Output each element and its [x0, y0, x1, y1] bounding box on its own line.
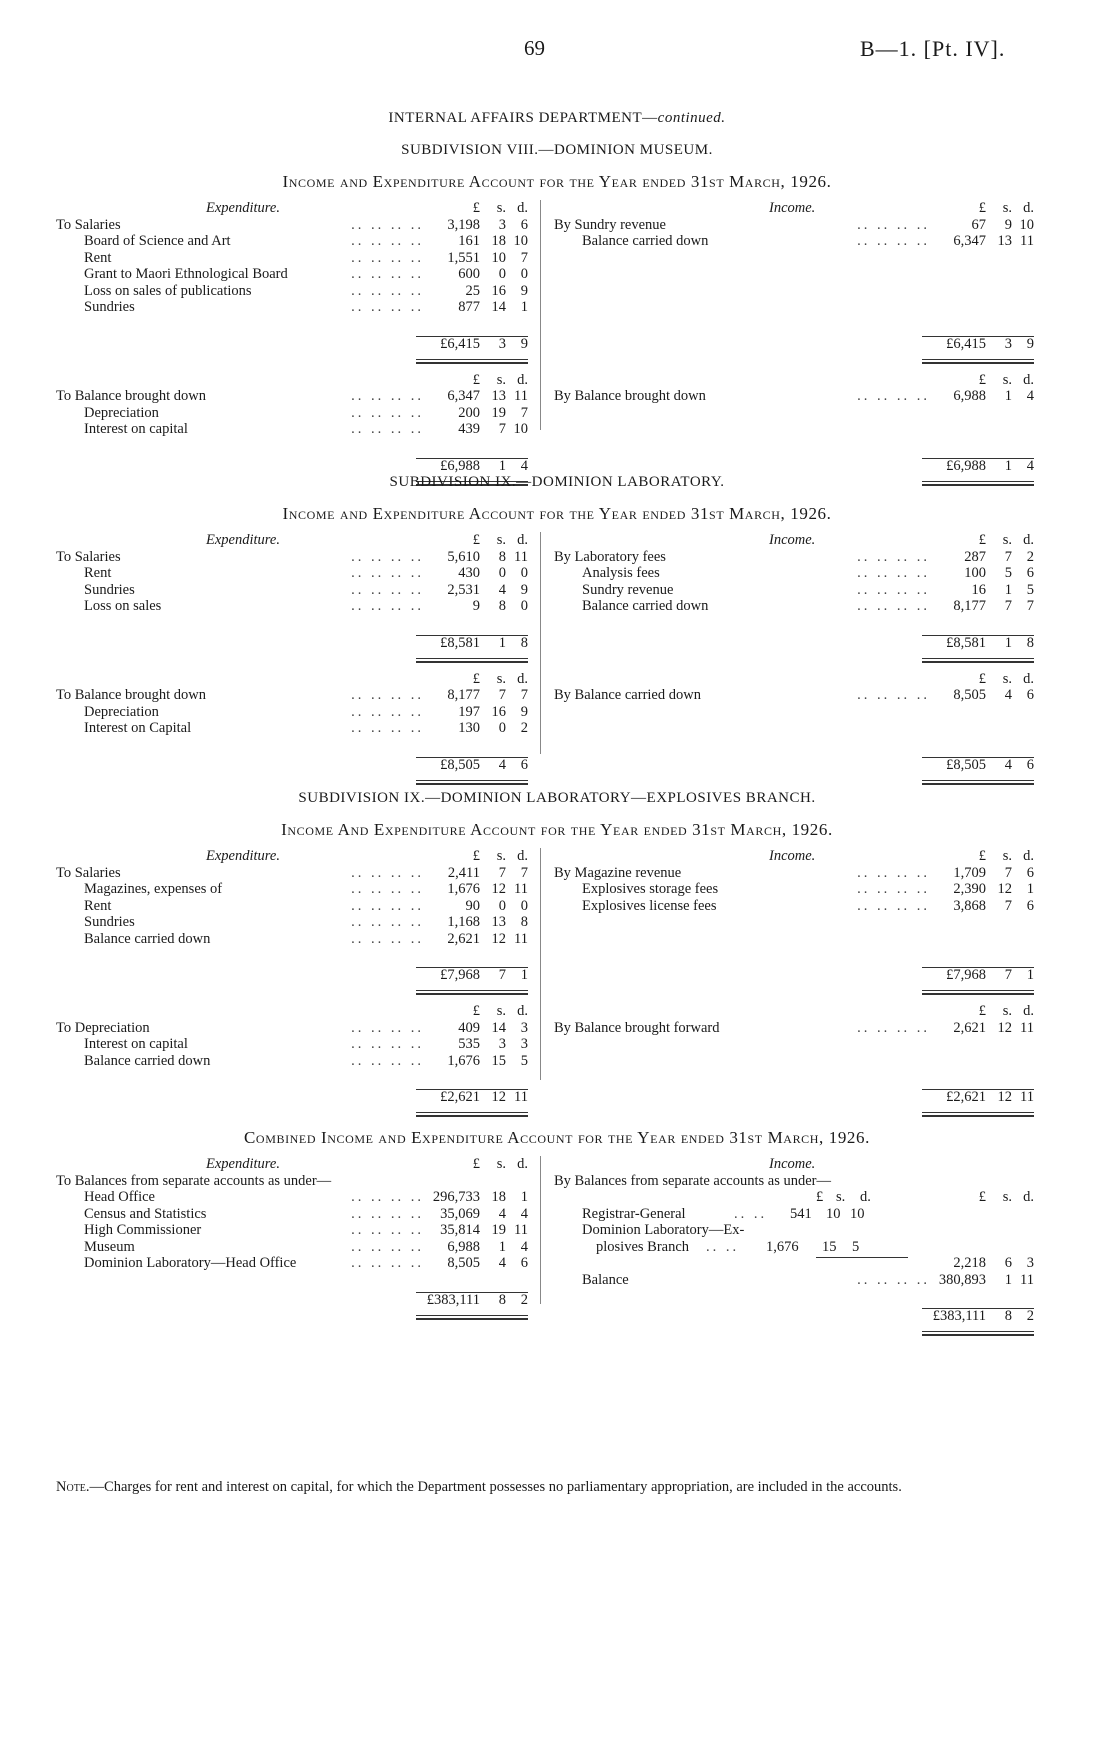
combined-inc-laboratory: Dominion Laboratory—Ex- [582, 1222, 745, 1238]
expenditure-total: £7,968 7 1 [56, 967, 528, 989]
pound-header: £ [472, 1156, 480, 1172]
expenditure-row: To Balance brought down .. .. .. .. 6,347 13 11 [56, 388, 528, 404]
income-total: £2,621 12 11 [554, 1089, 1034, 1111]
subdivision-viii-account-title: Income and Expenditure Account for the Year ended 31st March, 1926. [282, 172, 832, 191]
page-number: 69 [524, 36, 545, 60]
income-header: Income. [769, 848, 816, 864]
expenditure-column: Expenditure. £ s. d. To Salaries .. .. .. .. 5,610 8 11 Rent .. .. .. .. 430 0 0 Sundries .. .. .. .. 2,531 4 9 Loss on sales .. .. .. .. 9 8 0 £8,581 1 8 £ s. d. To Balance brought down .. .. .. .. 8,177 7 7 Depreciation .. .. .. .. 197 16 9 Interest on Capital .. .. .. .. 130 0 2 £8,505 4 6 [56, 532, 528, 779]
combined-expenditure-column [56, 1156, 528, 1314]
footnote: Note.—Charges for rent and interest on capital, for which the Department possesses no parliamentary appropriation, are included in the accounts. [56, 1479, 902, 1495]
expenditure-total: £8,505 4 6 [56, 757, 528, 779]
combined-exp-intro: To Balances from separate accounts as under— [56, 1172, 332, 1189]
column-divider [540, 1156, 541, 1304]
combined-expenditure-row: Head Office .. .. .. .. 296,733 18 1 [84, 1189, 528, 1205]
combined-account-title: Combined Income and Expenditure Account for the Year ended 31st March, 1926. [243, 1128, 870, 1147]
expenditure-row: To Depreciation .. .. .. .. 409 14 3 [56, 1019, 528, 1036]
pence-header: d. [517, 1156, 528, 1172]
account-explosives [0, 848, 1114, 1105]
income-row: By Magazine revenue .. .. .. .. 1,709 7 6 [554, 864, 1034, 881]
column-divider [540, 848, 541, 1080]
column-divider [540, 532, 541, 754]
account-combined [0, 1156, 1114, 1324]
expenditure-row: Loss on sales of publications .. .. .. .. 25 16 9 [84, 282, 528, 299]
expenditure-header: Expenditure. [206, 532, 280, 548]
account-ix [0, 532, 1114, 773]
income-row: Sundry revenue .. .. .. .. 16 1 5 [582, 581, 1034, 598]
expenditure-row: Balance carried down .. .. .. .. 2,621 12 11 [84, 930, 528, 947]
expenditure-row: To Salaries .. .. .. .. 3,198 3 6 [56, 216, 528, 233]
expenditure-row: Rent .. .. .. .. 90 0 0 [84, 897, 528, 914]
expenditure-total: £6,415 3 9 [56, 336, 528, 358]
expenditure-row: Grant to Maori Ethnological Board .. .. .. .. 600 0 0 [84, 266, 528, 282]
income-total: £7,968 7 1 [554, 967, 1034, 989]
subdivision-viii-title: SUBDIVISION VIII.—DOMINION MUSEUM. [401, 142, 713, 158]
combined-expenditure-row: Museum .. .. .. .. 6,988 1 4 [84, 1238, 528, 1255]
expenditure-row: To Salaries .. .. .. .. 5,610 8 11 [56, 548, 528, 565]
income-row: By Balance carried down .. .. .. .. 8,505 4 6 [554, 687, 1034, 703]
combined-inc-intro: By Balances from separate accounts as under— [554, 1172, 832, 1189]
expenditure-header: Expenditure. [206, 1156, 280, 1172]
income-total: £6,415 3 9 [554, 336, 1034, 358]
income-row: Analysis fees .. .. .. .. 100 5 6 [582, 565, 1034, 581]
expenditure-row: To Salaries .. .. .. .. 2,411 7 7 [56, 864, 528, 881]
income-total: £8,581 1 8 [554, 635, 1034, 657]
income-row: Explosives license fees .. .. .. .. 3,868 7 6 [582, 897, 1034, 914]
combined-inc-registrar: Registrar-General .. .. 541 10 10 [582, 1205, 865, 1222]
combined-expenditure-row: Dominion Laboratory—Head Office .. .. .. .. 8,505 4 6 [84, 1255, 528, 1271]
account-viii [0, 200, 1114, 474]
expenditure-row: Interest on capital .. .. .. .. 535 3 3 [84, 1036, 528, 1052]
expenditure-header: Expenditure. [206, 200, 280, 216]
income-row: By Balance brought forward .. .. .. .. 2,621 12 11 [554, 1019, 1034, 1036]
expenditure-row: Loss on sales .. .. .. .. 9 8 0 [84, 598, 528, 614]
subdivision-ix-title: SUBDIVISION IX.—DOMINION LABORATORY. [389, 474, 725, 490]
expenditure-row: To Balance brought down .. .. .. .. 8,177 7 7 [56, 687, 528, 703]
combined-inc-total: £383,111 8 2 [554, 1308, 1034, 1330]
combined-expenditure-row: High Commissioner .. .. .. .. 35,814 19 11 [84, 1222, 528, 1238]
explosives-account-title: Income And Expenditure Account for the Year ended 31st March, 1926. [281, 820, 833, 839]
income-row: Balance carried down .. .. .. .. 6,347 13 11 [582, 233, 1034, 249]
combined-sub-currency-header: £ s. d. £ d. s. [816, 1189, 1034, 1205]
income-column: Income. £ s. d. By Laboratory fees .. .. .. .. 287 7 2 Analysis fees .. .. .. .. 100 5 6 Sundry revenue .. .. .. .. 16 1 5 Balance carried down .. .. .. .. 8,177 7 7 £8,581 1 8 £ s. d. By Balance carried down .. .. .. .. 8,505 4 6 £8,505 4 6 [554, 532, 1034, 779]
expenditure-total: £2,621 12 11 [56, 1089, 528, 1111]
explosives-subdivision-title: SUBDIVISION IX.—DOMINION LABORATORY—EXPLOSIVES BRANCH. [298, 790, 816, 806]
combined-exp-total: £383,111 8 2 [56, 1292, 528, 1314]
expenditure-row: Sundries .. .. .. .. 2,531 4 9 [84, 581, 528, 598]
income-total: £6,988 1 4 [554, 458, 1034, 480]
expenditure-row: Interest on capital .. .. .. .. 439 7 10 [84, 421, 528, 437]
expenditure-row: Board of Science and Art .. .. .. .. 161 18 10 [84, 233, 528, 249]
income-row: Explosives storage fees .. .. .. .. 2,390 12 1 [582, 881, 1034, 897]
income-row: By Balance brought down .. .. .. .. 6,988 1 4 [554, 388, 1034, 404]
expenditure-row: Depreciation .. .. .. .. 200 19 7 [84, 404, 528, 421]
income-row: By Laboratory fees .. .. .. .. 287 7 2 [554, 548, 1034, 565]
combined-income-column [554, 1156, 1034, 1330]
combined-inc-explosives: plosives Branch .. .. 1,676 15 5 [596, 1238, 860, 1255]
shilling-header: s. [496, 1156, 506, 1172]
income-row: By Sundry revenue .. .. .. .. 67 9 10 [554, 216, 1034, 233]
combined-inc-subtotal: 2,218 6 3 [554, 1255, 1034, 1272]
income-total: £8,505 4 6 [554, 757, 1034, 779]
income-column: Income. £ s. d. By Sundry revenue .. .. .. .. 67 9 10 Balance carried down .. .. .. .. 6,347 13 11 £6,415 3 9 £ s. d. By Balance brought down .. .. .. .. 6,988 1 4 £6,988 1 4 [554, 200, 1034, 480]
income-header: Income. [769, 532, 816, 548]
income-column: Income. £ s. d. By Magazine revenue .. .. .. .. 1,709 7 6 Explosives storage fees .. .. .. .. 2,390 12 1 Explosives license fees .. .. .. .. 3,868 7 6 £7,968 7 1 £ s. d. By Balance brought forward .. .. .. .. 2,621 12 11 £2,621 12 11 [554, 848, 1034, 1111]
expenditure-row: Magazines, expenses of .. .. .. .. 1,676 12 11 [84, 881, 528, 897]
column-divider [540, 200, 541, 430]
expenditure-row: Sundries .. .. .. .. 1,168 13 8 [84, 914, 528, 930]
page-reference: B—1. [Pt. IV]. [860, 36, 1006, 61]
expenditure-row: Rent .. .. .. .. 430 0 0 [84, 565, 528, 581]
expenditure-row: Sundries .. .. .. .. 877 14 1 [84, 299, 528, 315]
income-row: Balance carried down .. .. .. .. 8,177 7 7 [582, 598, 1034, 614]
expenditure-total: £6,988 1 4 [56, 458, 528, 480]
income-header: Income. [769, 200, 816, 216]
expenditure-total: £8,581 1 8 [56, 635, 528, 657]
expenditure-row: Depreciation .. .. .. .. 197 16 9 [84, 703, 528, 720]
expenditure-header: Expenditure. [206, 848, 280, 864]
expenditure-row: Interest on Capital .. .. .. .. 130 0 2 [84, 720, 528, 736]
department-heading: INTERNAL AFFAIRS DEPARTMENT—continued. [388, 110, 726, 126]
expenditure-row: Rent .. .. .. .. 1,551 10 7 [84, 249, 528, 266]
combined-expenditure-row: Census and Statistics .. .. .. .. 35,069 4 4 [84, 1205, 528, 1222]
expenditure-column: Expenditure. £ s. d. To Salaries .. .. .. .. 2,411 7 7 Magazines, expenses of .. .. .. .. 1,676 12 11 Rent .. .. .. .. 90 0 0 Sundries .. .. .. .. 1,168 13 8 Balance carried down .. .. .. .. 2,621 12 11 £7,968 7 1 £ s. d. To Depreciation .. .. .. .. 409 14 3 Interest on capital .. .. .. .. 535 3 3 Balance carried down .. .. .. .. 1,676 15 5 £2,621 12 11 [56, 848, 528, 1111]
combined-inc-balance: Balance .. .. .. .. 380,893 1 11 [582, 1271, 1034, 1288]
expenditure-column: Expenditure. £ s. d. To Salaries .. .. .. .. 3,198 3 6 Board of Science and Art .. .. .. .. 161 18 10 Rent .. .. .. .. 1,551 10 7 Grant to Maori Ethnological Board .. .. .. .. 600 0 0 Loss on sales of publications .. .. .. .. 25 16 9 Sundries .. .. .. .. 877 14 1 £6,415 3 9 £ s. d. To Balance brought down .. .. .. .. 6,347 13 11 Depreciation .. .. .. .. 200 19 7 Interest on capital .. .. .. .. 439 7 10 £6,988 1 4 [56, 200, 528, 480]
income-header: Income. [769, 1156, 816, 1172]
expenditure-row: Balance carried down .. .. .. .. 1,676 15 5 [84, 1052, 528, 1069]
subdivision-ix-account-title: Income and Expenditure Account for the Year ended 31st March, 1926. [282, 504, 832, 523]
